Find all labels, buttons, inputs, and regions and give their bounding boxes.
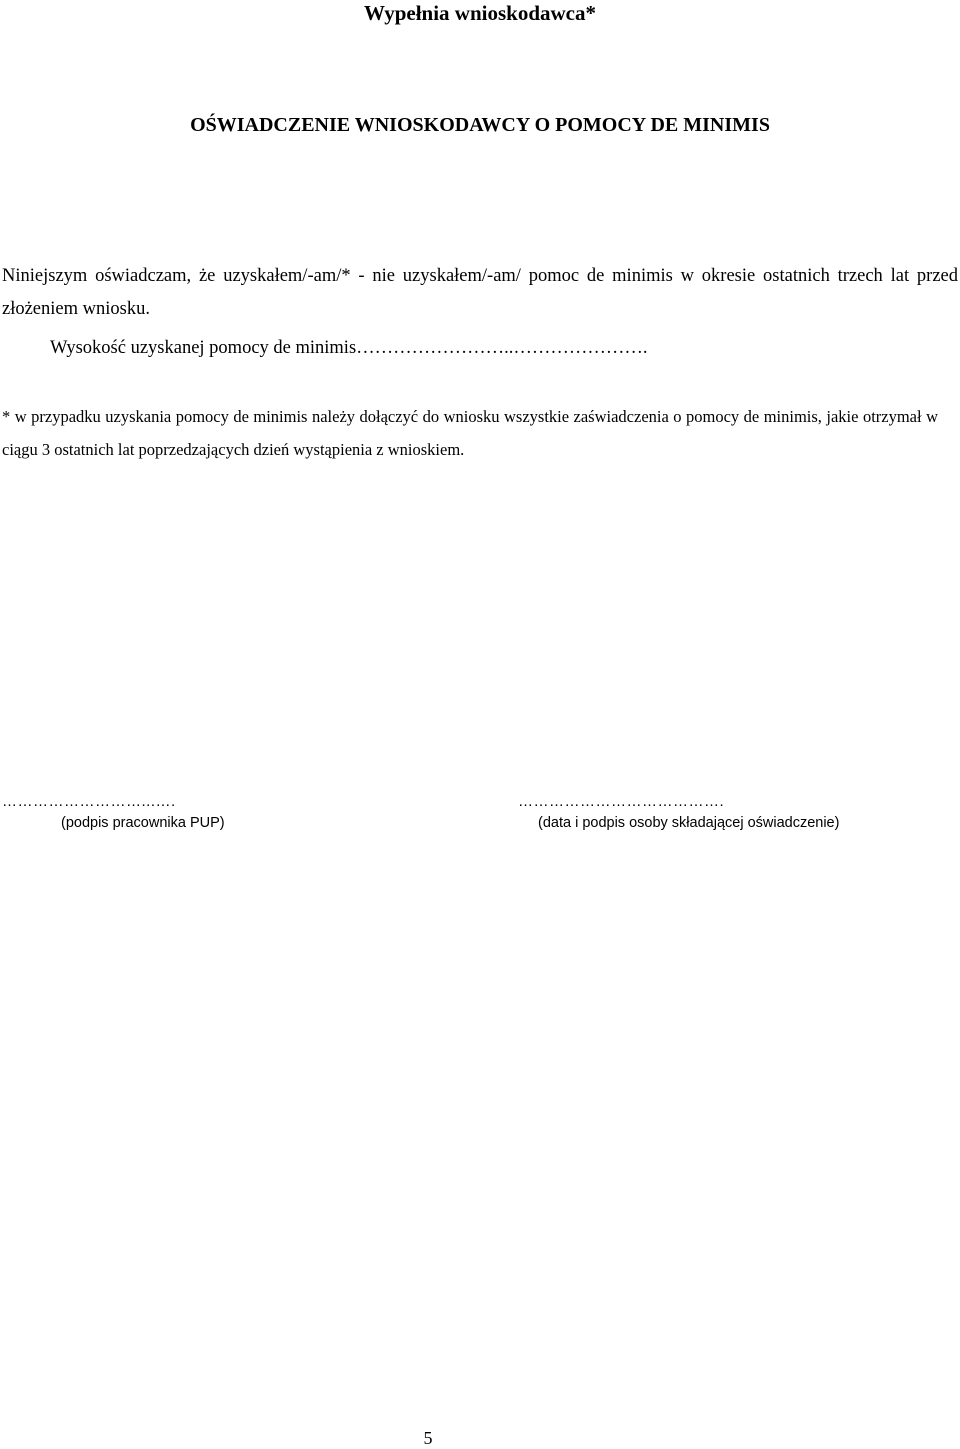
applicant-signature-line: …………………………………. xyxy=(518,793,725,810)
page-number: 5 xyxy=(423,1428,433,1448)
aid-amount-line: Wysokość uzyskanej pomocy de minimis……………………..…………………. xyxy=(50,338,648,358)
applicant-signature-caption: (data i podpis osoby składającej oświadczenie) xyxy=(538,815,840,831)
footnote: * w przypadku uzyskania pomocy de minimis należy dołączyć do wniosku wszystkie zaświadczenia o pomocy de minimis, jakie otrzymał w ciągu 3 ostatnich lat poprzedzających dzień wystąpienia z wnioskiem. xyxy=(2,407,938,459)
pup-signature-line: ………………………...…. xyxy=(2,793,176,810)
declaration-paragraph: Niniejszym oświadczam, że uzyskałem/-am/* - nie uzyskałem/-am/ pomoc de minimis w okresie ostatnich trzech lat przed złożeniem wniosku. xyxy=(2,266,958,319)
header-note: Wypełnia wnioskodawca* xyxy=(363,1,596,25)
pup-signature-caption: (podpis pracownika PUP) xyxy=(61,815,225,831)
document-title: OŚWIADCZENIE WNIOSKODAWCY O POMOCY DE MINIMIS xyxy=(190,114,770,136)
